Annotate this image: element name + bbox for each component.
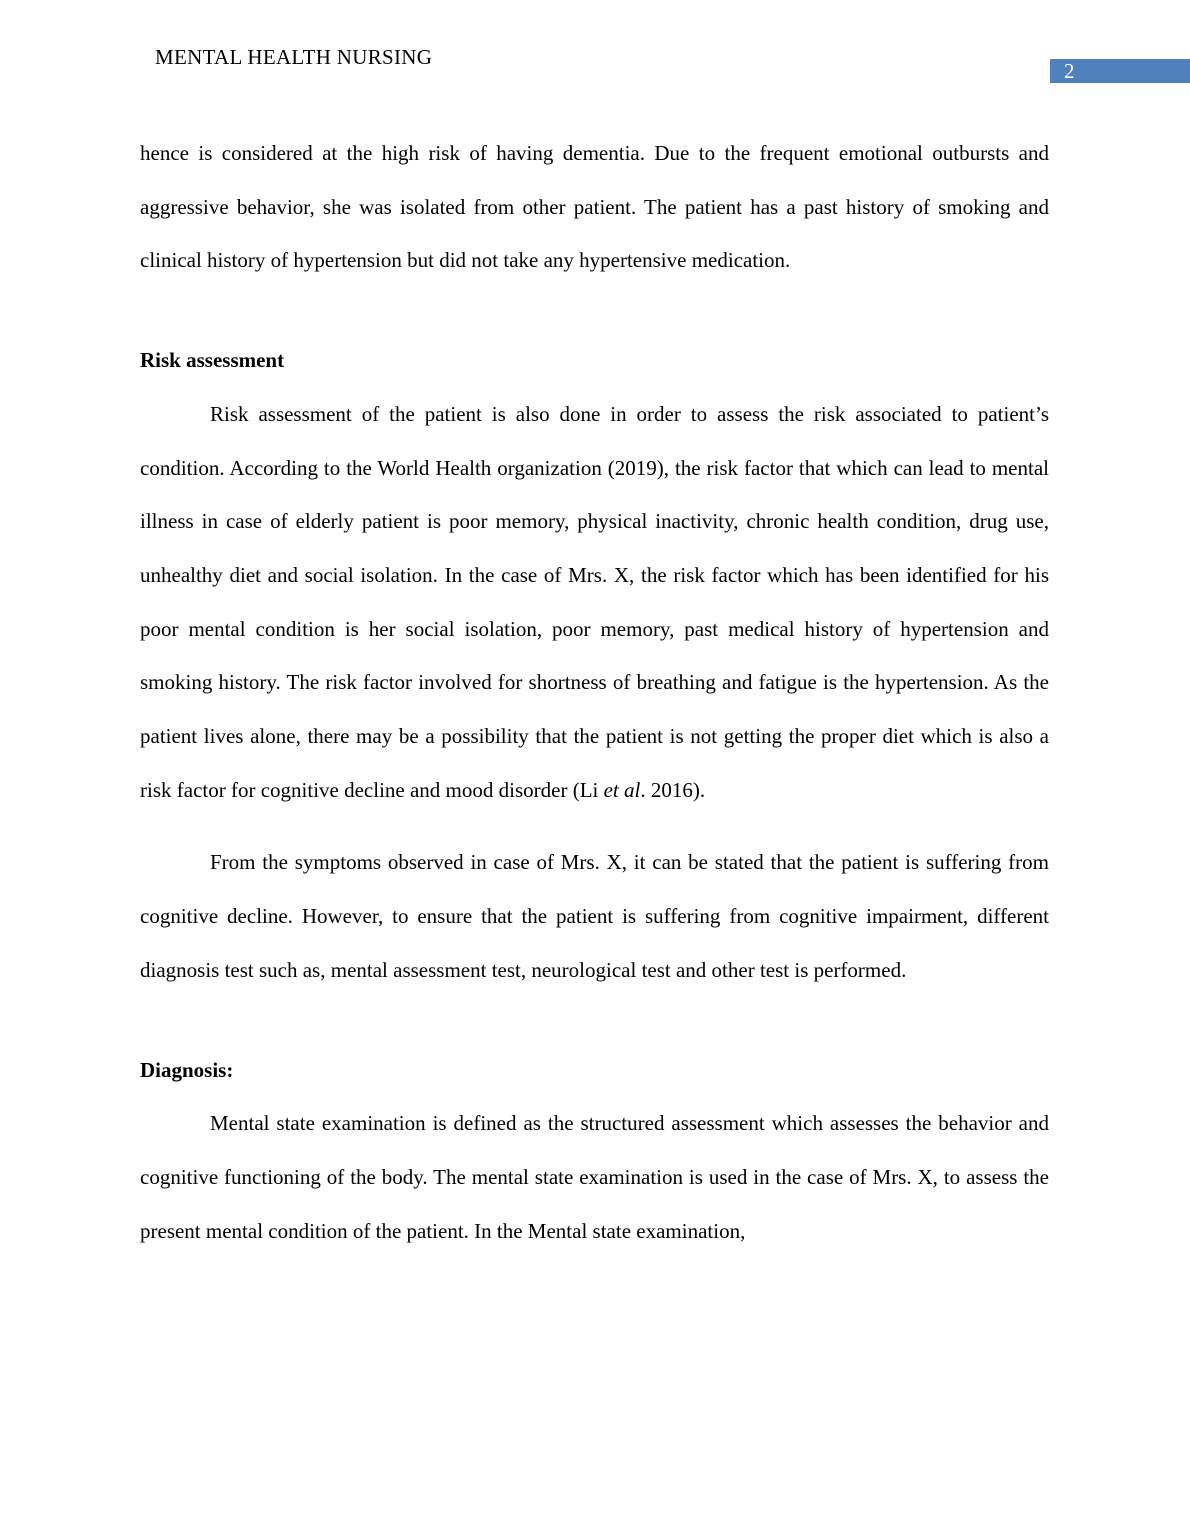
paragraph-text-end: . 2016). — [640, 777, 706, 802]
section-heading-diagnosis: Diagnosis: — [140, 1057, 234, 1082]
paragraph-text: Risk assessment of the patient is also done in order to assess the risk associated to patient’s condition. According to the World Health organization (2019), the risk factor that which can lead to mental illness in case of elderly patient is poor memory, physical inactivity, chronic health condition, drug use, unhealthy diet and social isolation. In the case of Mrs. X, the risk factor which has been identified for his poor mental condition is her social isolation, poor memory, past medical history of hypertension and smoking history. The risk factor involved for shortness of breathing and fatigue is the hypertension. As the patient lives alone, there may be a possibility that the patient is not getting the proper diet which is also a risk factor for cognitive decline and mood disorder (Li — [140, 401, 1049, 802]
paragraph-continuation: hence is considered at the high risk of having dementia. Due to the frequent emotional outbursts and aggressive behavior, she was isolated from other patient. The patient has a past history of smoking and clinical history of hypertension but did not take any hypertensive medication. — [140, 141, 1049, 273]
paragraph-symptoms: From the symptoms observed in case of Mrs. X, it can be stated that the patient is suffering from cognitive decline. However, to ensure that the patient is suffering from cognitive impairment, different diagnosis test such as, mental assessment test, neurological test and other test is performed. — [140, 850, 1049, 982]
document-body — [140, 127, 1049, 1258]
paragraph-risk-assessment — [140, 388, 1049, 818]
page-number-bar — [1050, 59, 1190, 83]
section-heading-risk-assessment: Risk assessment — [140, 348, 285, 373]
running-header-title: MENTAL HEALTH NURSING — [155, 45, 433, 69]
citation-et-al: et al — [603, 777, 641, 802]
paragraph-mental-state-examination: Mental state examination is defined as the structured assessment which assesses the behavior and cognitive functioning of the body. The mental state examination is used in the case of Mrs. X, to assess the present mental condition of the patient. In the Mental state examination, — [140, 1111, 1049, 1243]
page-number: 2 — [1064, 59, 1075, 83]
